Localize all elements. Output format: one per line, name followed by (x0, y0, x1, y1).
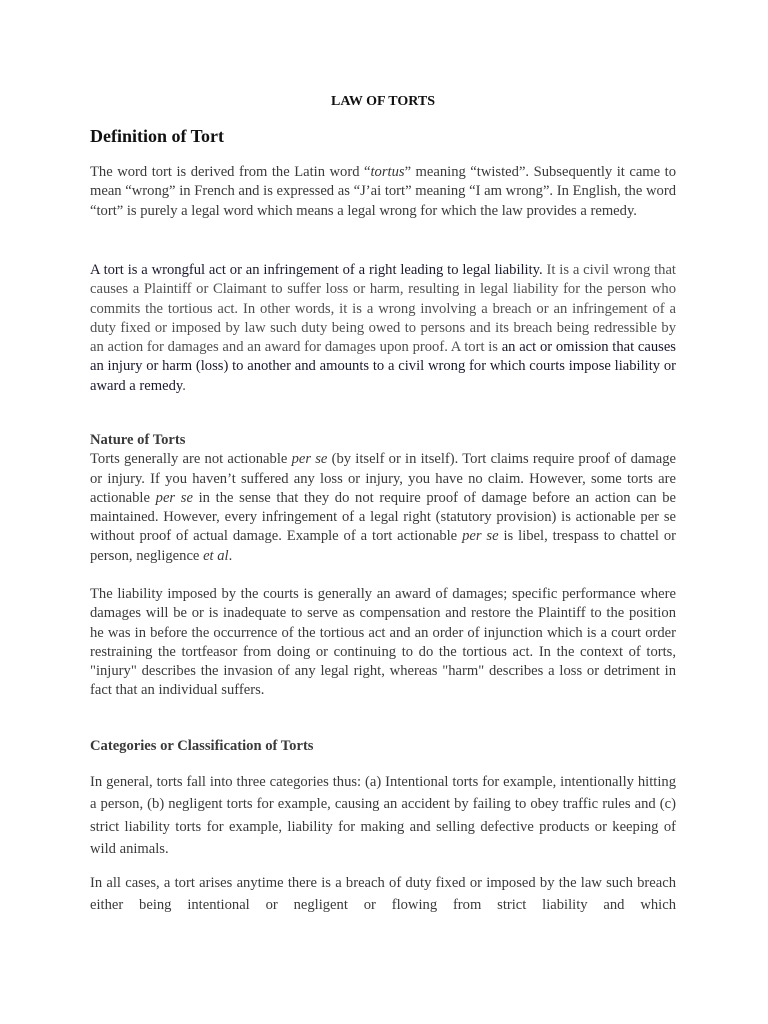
etymology-text-a: The word tort is derived from the Latin word “ (90, 164, 371, 180)
paragraph-all-cases: In all cases, a tort arises anytime there is a breach of duty fixed or imposed by the law such breach either being intentional or negligent or flowing from strict liability and which (90, 875, 676, 914)
section-nature (90, 431, 676, 566)
paragraph-nature: Torts generally are not actionable per se (by itself or in itself). Tort claims require proof of damage or injury. If you haven’t suffered any loss or injury, you have no claim. However, some torts are actionable per se in the sense that they do not require proof of damage before an action can be maintained. However, every infringement of a legal right (statutory provision) is actionable per se without proof of actual damage. Example of a tort actionable per se is libel, trespass to chattel or person, negligence et al. (90, 451, 676, 564)
etymology-latin-term: tortus (370, 164, 405, 180)
categories-heading: Categories or Classification of Torts (90, 738, 314, 754)
etymology-text-c: ” meaning “twisted”. Subsequently it came to mean “wrong” in French and is expressed as “J’ai tort” meaning “I am wrong”. In English, the word “tort” is purely a legal word which means a legal wrong for which the law provides a remedy. (90, 164, 676, 219)
document-title: LAW OF TORTS (330, 94, 436, 109)
definition-heading: Definition of Tort (90, 126, 225, 146)
paragraph-definition (90, 261, 676, 396)
definition-lead: A tort is a wrongful act or an infringement of a right leading to legal liability. (90, 262, 543, 278)
nature-heading: Nature of Torts (90, 432, 186, 448)
paragraph-categories: In general, torts fall into three categories thus: (a) Intentional torts for example, intentionally hitting a person, (b) negligent torts for example, causing an accident by failing to obey traffic rules and (c) strict liability torts for example, liability for making and selling defective products or keeping of wild animals. (90, 774, 676, 857)
paragraph-etymology (90, 163, 676, 221)
definition-body: It is a civil wrong that causes a Plaintiff or Claimant to suffer loss or harm, resulting in legal liability for the person who commits the tortious act. In other words, it is a wrong involving a breach or an infringement of a duty fixed or imposed by law such duty being owed to persons and its breach being redressible by an action for damages and an award for damages upon proof. A tort is (90, 262, 676, 356)
definition-emphasis: an act or omission that causes an injury or harm (loss) to another and amounts to a civil wrong for which courts impose liability or award a remedy (90, 339, 676, 394)
paragraph-liability: The liability imposed by the courts is generally an award of damages; specific performance where damages will be or is inadequate to serve as compensation and restore the Plaintiff to the position he was in before the occurrence of the tortious act and an order of injunction which is a court order restraining the tortfeasor from doing or continuing to do the tortious act. In the context of torts, "injury" describes the invasion of any legal right, whereas "harm" describes a loss or detriment in fact that an individual suffers. (90, 586, 676, 699)
definition-end: . (182, 377, 186, 394)
